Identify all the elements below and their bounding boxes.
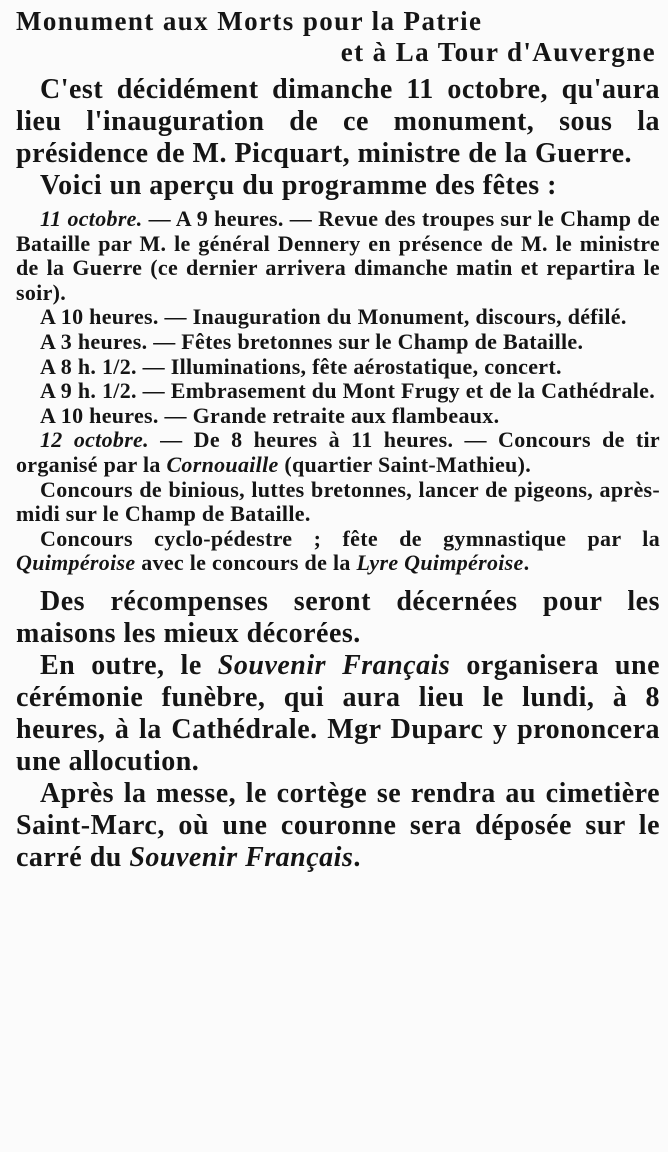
programme-item-7-text-b: (quartier Saint-Mathieu). [278, 451, 531, 477]
programme-item-9-text-b: avec le concours de la [135, 550, 357, 576]
date-12-octobre: 12 octobre. [40, 427, 149, 453]
programme-item-9-text-c: . [523, 550, 530, 576]
procession-paragraph [16, 778, 660, 874]
article-title-line-1: Monument aux Morts pour la Patrie [16, 6, 483, 36]
intro-paragraph: C'est décidément dimanche 11 octobre, qu'aura lieu l'inauguration de ce monument, sous la présidence de M. Picquart, ministre de la Guerre. [16, 74, 660, 169]
procession-text-a: Après la messe, le cortège se rendra au cimetière Saint-Marc, où une couronne sera déposée sur le carré du [16, 777, 660, 873]
programme-item-2: A 10 heures. — Inauguration du Monument, discours, défilé. [40, 304, 627, 330]
programme-item-6: A 10 heures. — Grande retraite aux flambeaux. [40, 402, 500, 428]
programme-item-1-text: — A 9 heures. — Revue des troupes sur le Champ de Bataille par M. le général Dennery en présence de M. le ministre de la Guerre (ce dernier arrivera dimanche matin et repartira le soir). [16, 206, 660, 305]
newspaper-article [0, 6, 668, 1152]
ceremony-text-a: En outre, le [40, 649, 218, 681]
org-quimperoise: Quimpéroise [16, 550, 136, 576]
programme-item-5: A 9 h. 1/2. — Embrasement du Mont Frugy et de la Cathédrale. [40, 378, 656, 404]
programme-item-8: Concours de binious, luttes bretonnes, lancer de pigeons, après-midi sur le Champ de Bataille. [16, 476, 660, 527]
programme-item-3: A 3 heures. — Fêtes bretonnes sur le Champ de Bataille. [40, 328, 584, 354]
org-souvenir-francais-2: Souvenir Français [129, 841, 354, 873]
date-11-octobre: 11 octobre. [40, 206, 143, 231]
programme-item-9-text-a: Concours cyclo-pédestre ; fête de gymnastique par la [40, 525, 660, 551]
programme-item-7-text-a: — De 8 heures à 11 heures. — Concours de tir organisé par la [16, 427, 660, 477]
programme-item-7 [16, 428, 660, 477]
article-title-line-2: et à La Tour d'Auvergne [340, 37, 656, 67]
ceremony-text-b: organisera une cérémonie funèbre, qui aura lieu le lundi, à 8 heures, à la Cathédrale. Mgr Duparc y prononcera une allocution. [16, 649, 660, 777]
programme-item-1 [16, 207, 660, 305]
rewards-paragraph: Des récompenses seront décernées pour les maisons les mieux décorées. [16, 585, 660, 649]
programme-heading: Voici un aperçu du programme des fêtes : [40, 170, 557, 201]
org-lyre-quimperoise: Lyre Quimpéroise [356, 550, 524, 576]
org-cornouaille: Cornouaille [166, 451, 279, 477]
org-souvenir-francais-1: Souvenir Français [217, 649, 451, 681]
programme-item-9 [16, 527, 660, 576]
procession-text-b: . [353, 841, 361, 873]
ceremony-paragraph [16, 650, 660, 778]
programme-item-4: A 8 h. 1/2. — Illuminations, fête aérostatique, concert. [40, 353, 562, 379]
